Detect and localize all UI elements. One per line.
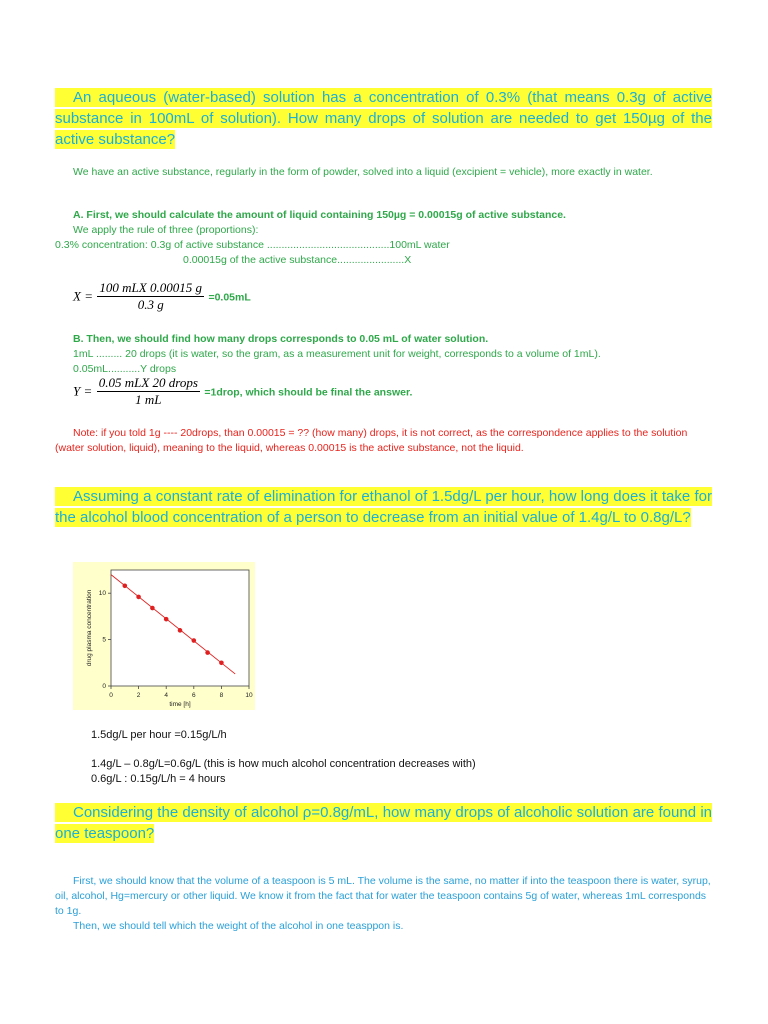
question-2	[55, 486, 712, 528]
x-tick-label: 8	[219, 692, 224, 699]
question-1-text: An aqueous (water-based) solution has a concentration of 0.3% (that means 0.3g of active substance in 100mL of solution). How many drops of solution are needed to get 150µg of the active substance?	[55, 89, 712, 148]
y-tick-label: 5	[102, 636, 106, 644]
equation-y	[73, 375, 412, 408]
equation-x-result: =0.05mL	[208, 291, 251, 304]
calc-line-3: 0.6g/L : 0.15g/L/h = 4 hours	[91, 773, 226, 785]
y-tick-label: 0	[102, 683, 106, 690]
data-point	[178, 628, 183, 633]
chart-svg	[73, 562, 255, 710]
x-tick-label: 10	[245, 692, 253, 699]
final-paragraph-2: Then, we should tell which the weight of the alcohol in one teasppon is.	[73, 920, 404, 932]
step-a-line-3: 0.00015g of the active substance.......................X	[183, 254, 412, 266]
data-point	[219, 661, 224, 666]
data-point	[123, 583, 128, 588]
equation-y-fraction	[97, 375, 200, 408]
question-2-text: Assuming a constant rate of elimination for ethanol of 1.5dg/L per hour, how long does it take for the alcohol blood concentration of a person to decrease from an initial value of 1.4g/L to 0.8g/L?	[55, 488, 712, 526]
step-a-heading: A. First, we should calculate the amount of liquid containing 150µg = 0.00015g of active substance.	[73, 209, 566, 221]
data-point	[205, 650, 210, 655]
data-point	[164, 617, 169, 622]
intro-paragraph: We have an active substance, regularly in the form of powder, solved into a liquid (excipient = vehicle), more exactly in water.	[73, 166, 653, 178]
x-axis-label: time [h]	[169, 701, 191, 708]
x-tick-label: 6	[191, 692, 196, 699]
question-3-text: Considering the density of alcohol ρ=0.8g/mL, how many drops of alcoholic solution are found in one teaspoon?	[55, 804, 712, 842]
step-b-line-2: 0.05mL...........Y drops	[73, 363, 177, 375]
step-a-line-1: We apply the rule of three (proportions):	[73, 224, 259, 236]
step-b-heading: B. Then, we should find how many drops corresponds to 0.05 mL of water solution.	[73, 333, 489, 345]
question-1	[55, 87, 712, 150]
data-point	[136, 595, 141, 600]
equation-x-numerator: 100 mLX 0.00015 g	[99, 280, 202, 295]
data-point	[150, 606, 155, 611]
equation-x-lhs: X =	[73, 288, 93, 304]
equation-x-fraction	[97, 280, 204, 313]
final-paragraph-1: First, we should know that the volume of a teaspoon is 5 mL. The volume is the same, no matter if into the teaspoon there is water, syrup, oil, alcohol, Hg=mercury or other liquid. We know it from the fact that for water the teaspoon contains 5g of water, whereas 1mL corresponds to 1g.	[55, 875, 711, 917]
equation-x	[73, 280, 251, 313]
x-tick-label: 4	[164, 692, 169, 699]
equation-x-denominator: 0.3 g	[137, 297, 164, 312]
y-axis-label: drug plasma concentration	[86, 589, 93, 667]
calc-line-1: 1.5dg/L per hour =0.15g/L/h	[91, 729, 227, 741]
equation-y-denominator: 1 mL	[135, 392, 162, 407]
step-a-line-2: 0.3% concentration: 0.3g of active substance ..........................................100mL water	[55, 239, 450, 251]
equation-y-numerator: 0.05 mLX 20 drops	[98, 375, 198, 390]
calc-line-2: 1.4g/L – 0.8g/L=0.6g/L (this is how much alcohol concentration decreases with)	[91, 758, 476, 770]
elimination-chart	[73, 562, 255, 710]
y-tick-label: 10	[98, 590, 106, 598]
equation-y-result: =1drop, which should be final the answer.	[204, 386, 413, 399]
data-point	[192, 638, 197, 643]
note-paragraph: Note: if you told 1g ---- 20drops, than 0.00015 = ?? (how many) drops, it is not correct, as the correspondence applies to the solution (water solution, liquid), meaning to the liquid, whereas 0.00015 is the active substance, not the liquid.	[55, 427, 688, 454]
x-tick-label: 2	[136, 692, 141, 699]
question-3	[55, 802, 712, 844]
step-b-line-1: 1mL ......... 20 drops (it is water, so the gram, as a measurement unit for weight, corresponds to a volume of 1mL).	[73, 348, 601, 360]
x-tick-label: 0	[109, 692, 113, 699]
equation-y-lhs: Y =	[73, 383, 93, 399]
